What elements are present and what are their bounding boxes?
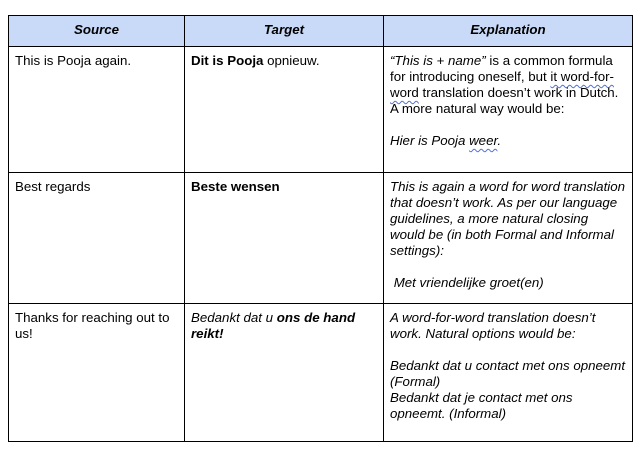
source-text: Thanks for reaching out to us! xyxy=(15,310,170,341)
source-cell xyxy=(9,173,185,304)
explanation-paragraph: This is again a word for word translation that doesn’t work. As per our language guidelines, a more natural closing would be (in both Formal and Informal settings): xyxy=(390,179,626,258)
table-row xyxy=(9,173,633,304)
source-text: This is Pooja again. xyxy=(15,53,132,68)
suggestion-text: Hier is Pooja xyxy=(390,133,470,148)
suggested-translation xyxy=(390,133,626,149)
explanation-paragraph xyxy=(390,53,626,117)
explanation-text: is a common formula for introducing oneself, but xyxy=(390,53,613,84)
paragraph-gap xyxy=(390,117,626,133)
table-row xyxy=(9,304,633,442)
explanation-cell xyxy=(384,47,633,173)
translation-review-table xyxy=(8,15,633,442)
target-text: opnieuw. xyxy=(263,53,320,68)
target-cell xyxy=(185,47,384,173)
header-source: Source xyxy=(9,16,185,47)
explanation-text: translation doesn’t work in Dutch. A more natural way would be: xyxy=(390,85,619,116)
source-cell xyxy=(9,304,185,442)
explanation-paragraph: A word-for-word translation doesn’t work. Natural options would be: xyxy=(390,310,596,341)
target-bold-text: Beste wensen xyxy=(191,179,280,194)
explanation-quote: “This is + name” xyxy=(390,53,486,68)
target-cell xyxy=(185,173,384,304)
suggestion-text: . xyxy=(497,133,502,148)
explanation-cell xyxy=(384,173,633,304)
paragraph-gap xyxy=(390,342,626,358)
target-cell xyxy=(185,304,384,442)
paragraph-gap xyxy=(390,259,626,275)
target-text: Bedankt dat u xyxy=(191,310,277,325)
table-row xyxy=(9,47,633,173)
suggested-translation-informal: Bedankt dat je contact met ons opneemt. (Informal) xyxy=(390,390,573,421)
source-text: Best regards xyxy=(15,179,91,194)
suggested-translation-formal: Bedankt dat u contact met ons opneemt (Formal) xyxy=(390,358,626,389)
target-bold-text: Dit is Pooja xyxy=(191,53,264,68)
spellcheck-flagged-text: weer xyxy=(469,133,498,148)
spellcheck-flagged-text: it word-for-word xyxy=(390,69,614,100)
source-cell xyxy=(9,47,185,173)
suggested-translation: Met vriendelijke groet(en) xyxy=(390,275,544,290)
target-bold-text: ons de hand reikt! xyxy=(191,310,356,341)
explanation-cell xyxy=(384,304,633,442)
header-target: Target xyxy=(185,16,384,47)
header-explanation: Explanation xyxy=(384,16,633,47)
header-row xyxy=(9,16,633,47)
